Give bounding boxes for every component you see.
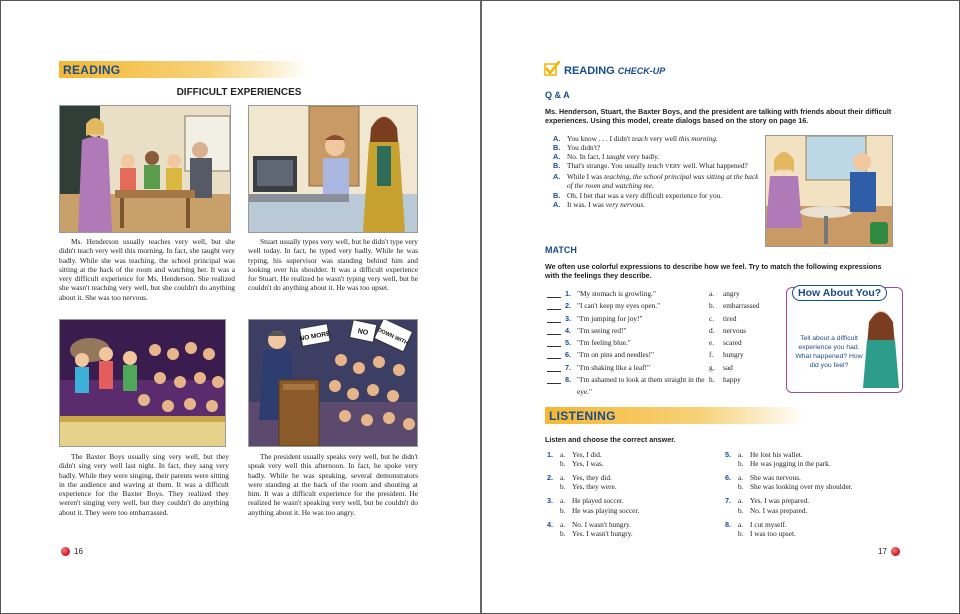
match-number: 5.: [565, 338, 572, 348]
answer-blank[interactable]: [547, 374, 561, 384]
match-number: 2.: [565, 301, 572, 311]
listening-number: 1.: [547, 450, 554, 459]
match-row: [547, 362, 759, 374]
match-expression: "I'm ashamed to look at them straight in the eye.": [577, 375, 705, 397]
match-expression: "I'm jumping for joy!": [577, 313, 643, 323]
dialog-text: That's strange. You usually teach VERY well. What happened?: [567, 161, 748, 171]
match-number: 3.: [565, 313, 572, 323]
option-text: She was looking over my shoulder.: [750, 482, 853, 492]
match-expression: "I can't keep my eyes open.": [577, 301, 661, 311]
option-text: No. I was prepared.: [750, 505, 808, 515]
match-number: 4.: [565, 325, 572, 335]
option-letter: b.: [560, 459, 566, 469]
listening-number: 6.: [725, 473, 732, 483]
answer-blank[interactable]: [547, 325, 561, 335]
listening-option-b[interactable]: [738, 529, 796, 538]
apple-icon: [61, 547, 70, 556]
dialog-line: [553, 172, 763, 190]
listening-number: 8.: [725, 519, 732, 529]
listening-option-b[interactable]: [738, 459, 831, 468]
dialog-text: Oh. I bet that was a very difficult experience for you.: [567, 190, 723, 200]
match-feeling: scared: [723, 338, 742, 348]
match-feeling: nervous: [723, 325, 747, 335]
dialog-line: [553, 200, 763, 209]
dialog-speaker: B.: [553, 190, 561, 200]
office-illustration: [248, 105, 418, 233]
match-letter: g.: [709, 362, 715, 372]
listening-option-b[interactable]: [738, 482, 853, 491]
option-text: Yes, I was.: [572, 459, 604, 469]
option-letter: b.: [738, 528, 744, 538]
story-baxter-boys: [59, 452, 229, 517]
match-row: [547, 349, 759, 361]
option-text: No. I wasn't hungry.: [572, 519, 632, 529]
listening-item: [725, 450, 900, 468]
dialog-line: [553, 191, 763, 200]
page-gutter: [480, 1, 482, 613]
listening-option-a[interactable]: [738, 450, 831, 459]
listening-item: [547, 473, 707, 491]
listening-option-b[interactable]: [560, 459, 604, 468]
listening-option-a[interactable]: [560, 496, 639, 505]
listening-option-a[interactable]: [738, 473, 853, 482]
qa-heading: Q & A: [545, 90, 570, 100]
match-number: 7.: [565, 362, 572, 372]
dialog-speaker: B.: [553, 143, 561, 153]
match-feeling: happy: [723, 375, 741, 385]
dialog-speaker: B.: [553, 161, 561, 171]
qa-instructions: Ms. Henderson, Stuart, the Baxter Boys, and the president are talking with friends about their difficult experiences. Using this model, create dialogs based on the story on page 16.: [545, 107, 892, 125]
match-letter: h.: [709, 375, 715, 385]
option-text: Yes, I did.: [572, 450, 602, 459]
reading-checkup-italic: CHECK-UP: [617, 66, 666, 76]
match-letter: c.: [709, 313, 715, 323]
option-letter: a.: [738, 496, 744, 506]
match-feeling: embarrassed: [723, 301, 760, 311]
dialog-line: [553, 143, 763, 152]
option-letter: a.: [738, 519, 744, 529]
dialog-line: [553, 152, 763, 161]
podium-illustration: [248, 319, 418, 447]
protest-sign-1: NO MORE: [299, 330, 331, 343]
how-about-you-text: Tell about a difficult experience you had. What happened? How did you feel?: [795, 335, 863, 369]
listening-number: 2.: [547, 473, 554, 483]
cafe-illustration: [765, 135, 893, 247]
match-row: [547, 313, 759, 325]
dialog-speaker: A.: [553, 199, 561, 209]
listening-item: [547, 496, 707, 514]
dialog-text: While I was teaching, the school principal was sitting at the back of the room and watching me.: [567, 172, 759, 191]
match-heading: MATCH: [545, 245, 577, 255]
match-expression: "I'm shaking like a leaf!": [577, 362, 650, 372]
answer-blank[interactable]: [547, 362, 561, 372]
option-letter: b.: [560, 505, 566, 515]
listening-number: 4.: [547, 519, 554, 529]
option-letter: a.: [560, 473, 566, 483]
match-expression: "My stomach is growling.": [577, 289, 656, 298]
match-feeling: angry: [723, 289, 740, 298]
concert-illustration: [59, 319, 226, 447]
page-number-16: 16: [74, 547, 83, 556]
option-letter: a.: [738, 450, 744, 459]
option-letter: b.: [738, 459, 744, 469]
option-text: I was too upset.: [750, 528, 796, 538]
story-henderson-text: Ms. Henderson usually teaches very well, but she didn't teach very well this morning. In fact, she taught very badly. While she was teaching, the school principal was sitting at the back of the room and watching her. It was a very difficult experience for Ms. Henderson. She realized she wasn't teaching very well, but she couldn't do anything about it. She was too nervous.: [59, 237, 235, 302]
reading-checkup-title: [564, 65, 665, 77]
dialog-line: [553, 161, 763, 172]
dialog-text: It was. I was very nervous.: [567, 199, 646, 209]
how-about-you-title: How About You?: [792, 285, 887, 301]
option-text: Yes, they did.: [572, 473, 612, 483]
listening-option-b[interactable]: [560, 529, 633, 538]
listening-item: [725, 473, 900, 491]
option-letter: b.: [738, 482, 744, 492]
match-feeling: hungry: [723, 350, 744, 360]
match-letter: a.: [709, 289, 715, 298]
option-letter: a.: [560, 519, 566, 529]
answer-blank[interactable]: [547, 288, 561, 298]
story-president-text: The president usually speaks very well, but he didn't speak very well this afternoon. In fact, he spoke very badly. While he was speaking, several demonstrators were standing at the back of the room and shouting at him. It was a difficult experience for the president. He realized he wasn't speaking very well, but he couldn't do anything about it. He was too angry.: [248, 452, 418, 517]
option-letter: b.: [738, 505, 744, 515]
dialog-line: [553, 134, 763, 143]
listening-banner: [545, 407, 805, 424]
dialog-text: No. In fact, I taught very badly.: [567, 152, 660, 162]
match-row: [547, 288, 759, 300]
dialog-speaker: A.: [553, 172, 561, 182]
option-letter: a.: [560, 450, 566, 459]
option-text: He played soccer.: [572, 496, 624, 506]
story-president: [248, 452, 418, 517]
listening-number: 5.: [725, 450, 732, 459]
listening-number: 7.: [725, 496, 732, 506]
match-expression: "I'm feeling blue.": [577, 338, 631, 348]
classroom-illustration: [59, 105, 231, 233]
match-row: [547, 300, 759, 312]
listening-option-a[interactable]: [560, 473, 617, 482]
answer-blank[interactable]: [547, 349, 561, 359]
option-text: Yes. I wasn't hungry.: [572, 528, 633, 538]
reading-label: READING: [63, 63, 121, 77]
option-text: He was jogging in the park.: [750, 459, 831, 469]
listening-option-a[interactable]: [560, 520, 633, 529]
option-text: Yes. I was prepared.: [750, 496, 810, 506]
listening-label: LISTENING: [549, 409, 616, 423]
match-letter: b.: [709, 301, 715, 311]
option-letter: b.: [560, 482, 566, 492]
match-list: [547, 288, 759, 396]
match-feeling: sad: [723, 362, 733, 372]
listening-option-b[interactable]: [560, 482, 617, 491]
match-instructions: We often use colorful expressions to describe how we feel. Try to match the following expressions with the feelings they describe.: [545, 262, 882, 280]
story-stuart: [248, 237, 418, 293]
option-letter: b.: [560, 528, 566, 538]
match-letter: f.: [709, 350, 714, 360]
page-number-left: [61, 547, 83, 556]
listening-item: [547, 450, 707, 468]
answer-blank[interactable]: [547, 337, 561, 347]
listening-item: [725, 496, 900, 514]
listening-option-a[interactable]: [738, 496, 809, 505]
match-letter: d.: [709, 325, 715, 335]
match-number: 8.: [565, 375, 572, 385]
match-letter: e.: [709, 338, 715, 348]
dialog-speaker: A.: [553, 152, 561, 162]
qa-dialog: [553, 134, 763, 209]
listening-option-a[interactable]: [738, 520, 796, 529]
option-text: She was nervous.: [750, 473, 801, 483]
dialog-speaker: A.: [553, 134, 561, 143]
reading-checkup-plain: READING: [564, 65, 615, 77]
answer-blank[interactable]: [547, 300, 561, 310]
match-row: [547, 325, 759, 337]
option-letter: a.: [738, 473, 744, 483]
story-baxter-boys-text: The Baxter Boys usually sing very well, but they didn't sing very well last night. In fact, they sang very badly. While they were singing, their parents were sitting in the audience and waving at them. It was a difficult experience for the Baxter Boys. They realized they weren't singing very well, but they couldn't do anything about it. They were too embarrassed.: [59, 452, 229, 517]
page-number-right: [878, 547, 900, 556]
listening-item: [725, 520, 900, 538]
option-text: Yes, they were.: [572, 482, 617, 492]
listening-item: [547, 520, 707, 538]
protest-sign-3: DOWN WITH: [376, 327, 409, 347]
listening-option-b[interactable]: [560, 506, 639, 515]
option-text: He was playing soccer.: [572, 505, 640, 515]
answer-blank[interactable]: [547, 313, 561, 323]
protest-sign-2: NO: [357, 327, 369, 338]
match-number: 1.: [565, 289, 572, 298]
match-number: 6.: [565, 350, 572, 360]
option-text: I cut myself.: [750, 519, 787, 529]
option-letter: a.: [560, 496, 566, 506]
listening-option-a[interactable]: [560, 450, 604, 459]
reading-banner: [59, 61, 309, 78]
dialog-text: You know . . . I didn't teach very well this morning.: [567, 134, 718, 143]
match-feeling: tired: [723, 313, 737, 323]
dialog-text: You didn't?: [567, 143, 601, 153]
match-row: [547, 337, 759, 349]
story-stuart-text: Stuart usually types very well, but he didn't type very well today. In fact, he typed very badly. While he was typing, his supervisor was standing behind him and looking over his shoulder. It was a difficult experience for Stuart. He realized he wasn't typing very well, but he couldn't do anything about it. He was too upset.: [248, 237, 418, 293]
option-text: He lost his wallet.: [750, 450, 803, 459]
match-row: [547, 374, 759, 396]
story-title: DIFFICULT EXPERIENCES: [176, 87, 302, 98]
listening-instructions: Listen and choose the correct answer.: [545, 435, 676, 444]
page-number-17: 17: [878, 547, 887, 556]
match-expression: "I'm on pins and needles!": [577, 350, 654, 360]
apple-icon: [891, 547, 900, 556]
woman-illustration: [863, 306, 899, 388]
match-expression: "I'm seeing red!": [577, 325, 627, 335]
story-henderson: [59, 237, 235, 302]
listening-list-left: [547, 450, 707, 543]
checkmark-icon: [544, 61, 560, 77]
listening-option-b[interactable]: [738, 506, 809, 515]
listening-number: 3.: [547, 496, 554, 506]
listening-list-right: [725, 450, 900, 543]
